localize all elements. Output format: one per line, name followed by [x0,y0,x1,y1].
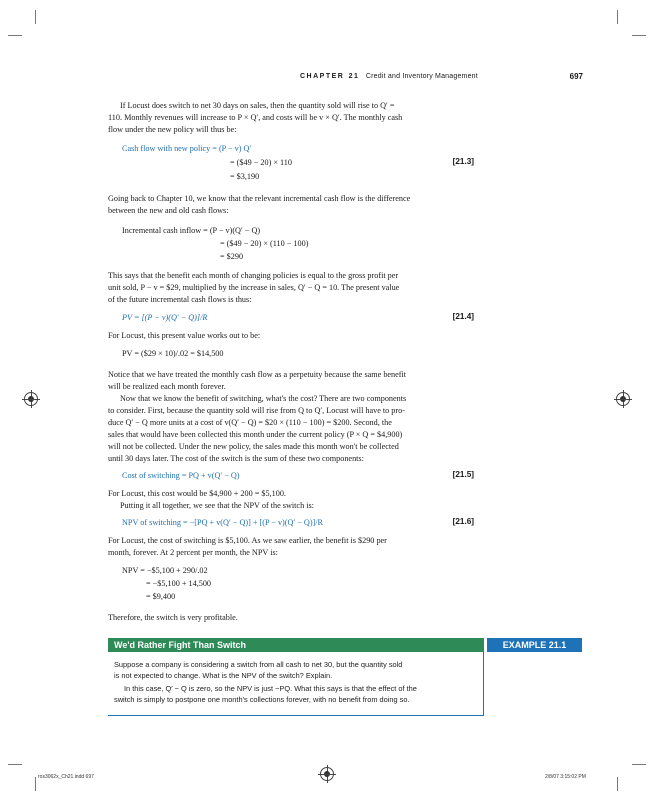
text-line: flow under the new policy will thus be: [108,125,237,134]
equation-pv: PV = [(P − v)(Q′ − Q)]/R [122,313,208,322]
text-line: For Locust, this cost would be $4,900 + 200 = $5,100. [108,489,286,498]
text-line: Now that we know the benefit of switching, what's the cost? There are two components [120,394,407,403]
equation-line: NPV = −$5,100 + 290/.02 [122,566,208,575]
crop-mark [35,10,36,24]
equation-line: PV = ($29 × 10)/.02 = $14,500 [122,349,224,358]
text-line: month, forever. At 2 percent per month, the NPV is: [108,548,278,557]
crop-mark [632,764,646,765]
text-line: This says that the benefit each month of changing policies is equal to the gross profit per [108,271,399,280]
text-line: will not be collected. Under the new policy, the sales made this month won't be collected [108,442,399,451]
text-line: For Locust, the cost of switching is $5,100. As we saw earlier, the benefit is $290 per [108,536,387,545]
crop-mark [35,777,36,791]
crop-mark [8,764,22,765]
equation-line: = $290 [220,252,244,261]
chapter-label: CHAPTER [300,73,345,80]
equation-line: = $3,190 [230,172,260,181]
crop-mark [617,777,618,791]
chapter-number: 21 [348,73,360,80]
equation-cost: Cost of switching = PQ + v(Q′ − Q) [122,471,240,480]
registration-mark-icon [320,767,334,781]
text-line: to consider. First, because the quantity sold will rise from Q to Q′, Locust will have to pro- [108,406,405,415]
example-text: switch is simply to postpone one month's collections forever, with no benefit from doing so. [114,695,410,704]
equation-line: = $9,400 [146,592,176,601]
text-line: sales that would have been collected this month under the current policy (P × Q = $4,900) [108,430,403,439]
registration-mark-icon [616,392,630,406]
text-line: Notice that we have treated the monthly cash flow as a perpetuity because the same benefit [108,370,407,379]
equation-npv: NPV of switching = −[PQ + v(Q′ − Q)] + [(P − v)(Q′ − Q)]/R [122,518,324,527]
crop-mark [632,35,646,36]
equation-line: = −$5,100 + 14,500 [146,579,212,588]
example-text: is not expected to change. What is the NPV of the switch? Explain. [114,671,333,680]
text-line: duce Q′ − Q more units at a cost of v(Q′ − Q) = $20 × (110 − 100) = $200. Second, the [108,418,392,427]
crop-mark [617,10,618,24]
example-text: In this case, Q′ − Q is zero, so the NPV is just −PQ. What this says is that the effect of the [124,684,417,693]
text-line: Therefore, the switch is very profitable. [108,613,238,622]
text-line: will be realized each month forever. [108,382,226,391]
example-text: Suppose a company is considering a switch from all cash to net 30, but the quantity sold [114,660,403,669]
text-line: For Locust, this present value works out to be: [108,331,261,340]
page-number: 697 [569,72,583,81]
text-line: until 30 days later. The cost of the switch is the sum of these two components: [108,454,364,463]
equation-number: [21.6] [452,517,474,526]
equation-label: Incremental cash inflow = (P − v)(Q′ − Q) [122,226,261,235]
text-line: Putting it all together, we see that the NPV of the switch is: [120,501,314,510]
footer-file: ros3062x_Ch21.indd 697 [38,774,94,780]
example-title: We'd Rather Fight Than Switch [108,638,484,652]
crop-mark [8,35,22,36]
chapter-title: Credit and Inventory Management [365,73,478,80]
equation-line: = ($49 − 20) × 110 [230,158,292,167]
example-tag: EXAMPLE 21.1 [487,638,582,652]
text-line: Going back to Chapter 10, we know that the relevant incremental cash flow is the difference [108,194,411,203]
text-line: unit sold, P − v = $29, multiplied by the increase in sales, Q′ − Q = 10. The present value [108,283,400,292]
text-line: of the future incremental cash flows is thus: [108,295,252,304]
text-line: If Locust does switch to net 30 days on sales, then the quantity sold will rise to Q′ = [120,101,395,110]
running-header [300,73,478,80]
equation-number: [21.3] [452,157,474,166]
registration-mark-icon [24,392,38,406]
text-line: 110. Monthly revenues will increase to P × Q′, and costs will be v × Q′. The monthly cash [108,113,403,122]
text-line: between the new and old cash flows: [108,206,229,215]
footer-timestamp: 2/8/07 3:15:02 PM [545,774,586,780]
equation-number: [21.5] [452,470,474,479]
equation-number: [21.4] [452,312,474,321]
equation-line: = ($49 − 20) × (110 − 100) [220,239,309,248]
equation-label: Cash flow with new policy = (P − v) Q′ [122,144,252,153]
